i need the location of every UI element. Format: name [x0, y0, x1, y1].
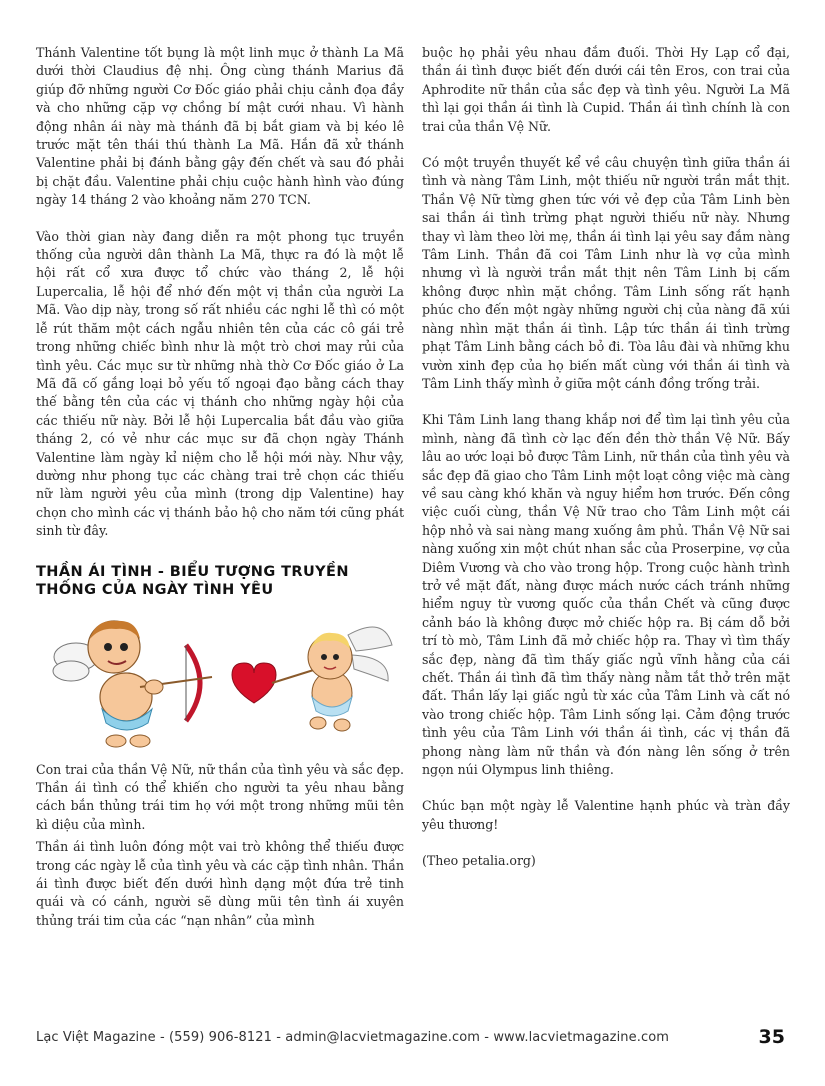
paragraph-cupid-role: Thần ái tình luôn đóng một vai trò không thể thiếu được trong các ngày lễ của tình yêu và các cặp tình nhân. Thần ái tình được biết đến dưới hình dạng một đứa trẻ tinh quái và có cánh, người sẽ dùng mũi tên tình ái xuyên thủng trái tim của các “nạn nhân” của mình: [36, 839, 404, 928]
footer-contact-info: Lạc Việt Magazine - (559) 906-8121 - admin@lacvietmagazine.com - www.lacvietmagazine.com: [36, 1029, 670, 1045]
cupid-illustration: [36, 605, 404, 755]
cupid-heart-figure: [232, 627, 392, 731]
paragraph-valentine-saint: Thánh Valentine tốt bụng là một linh mục ở thành La Mã dưới thời Claudius đệ nhị. Ông cùng thánh Marius đã giúp đỡ những người Cơ Đốc giáo phải chịu cảnh đọa đầy và cho những cặp vợ chồng bí mật cưới nhau. Vì hành động nhân ái này mà thánh đã bị bắt giam và bị kéo lê trước mặt tên thái thú thành La Mã. Hắn đã xử thánh Valentine phải bị đánh bằng gậy đến chết và sau đó phải bị chặt đầu. Valentine phải chịu cuộc hành hình vào đúng ngày 14 tháng 2 vào khoảng năm 270 TCN.: [36, 45, 404, 208]
paragraph-source: (Theo petalia.org): [422, 853, 536, 869]
paragraph-cupid-intro: Con trai của thần Vệ Nữ, nữ thần của tình yêu và sắc đẹp. Thần ái tình có thể khiến cho người ta yêu nhau bằng cách bắn thủng trái tim họ với một trong những mũi tên kì diệu của mình.: [36, 761, 404, 832]
section-heading: THẦN ÁI TÌNH - BIỂU TƯỢNG TRUYỀN THỐNG CỦA NGÀY TÌNH YÊU: [36, 563, 349, 598]
right-column: [422, 44, 790, 871]
cupid-archer-figure: [53, 620, 212, 746]
paragraph-greeting: Chúc bạn một ngày lễ Valentine hạnh phúc và tràn đầy yêu thương!: [422, 798, 790, 832]
paragraph-psyche-legend: Có một truyền thuyết kể về câu chuyện tình giữa thần ái tình và nàng Tâm Linh, một thiếu nữ người trần mắt thịt. Thần Vệ Nữ từng ghen tức với vẻ đẹp của Tâm Linh bèn sai thần ái tình trừng phạt người thiếu nữ này. Nhưng thay vì làm theo lời mẹ, thần ái tình lại yêu say đắm nàng Tâm Linh. Thần đã coi Tâm Linh như là vợ của mình nhưng vì là người trần mắt thịt nên Tâm Linh bị cấm không được nhìn mặt chồng. Tâm Linh sống rất hạnh phúc cho đến một ngày những người chị của nàng đã xúi nàng nhìn mặt thần ái tình. Lập tức thần ái tình trừng phạt Tâm Linh bằng cách bỏ đi. Tòa lâu đài và những khu vườn xinh đẹp của họ biến mất cùng với thần ái tình và Tâm Linh thấy mình ở giữa một cánh đồng trống trải.: [422, 155, 790, 391]
page-footer: [36, 1026, 785, 1048]
paragraph-lupercalia: Vào thời gian này đang diễn ra một phong tục truyền thống của người dân thành La Mã, thực ra đó là một lễ hội rất cổ xưa được tổ chức vào tháng 2, lễ hội Lupercalia, lễ hội để nhớ đến một vị thần của người La Mã. Vào dịp này, trong số rất nhiều các nghi lễ thì có một lễ rút thăm một cách ngẫu nhiên tên của các cô gái trẻ trong những chiếc bình như là một trò chơi may rủi của tình yêu. Các mục sư từ những nhà thờ Cơ Đốc giáo ở La Mã đã cố gắng loại bỏ yếu tố ngoại đạo bằng cách thay thế bằng tên của các vị thánh cho những ngày hội của các thiếu nữ này. Bởi lễ hội Lupercalia bắt đầu vào giữa tháng 2, có vẻ như các mục sư đã chọn ngày Thánh Valentine làm ngày kỉ niệm cho lễ hội mới này. Như vậy, dường như phong tục các chàng trai trẻ chọn các thiếu nữ làm người yêu của mình (trong dịp Valentine) hay chọn cho mình các vị thánh bảo hộ cho năm tới cũng phát sinh từ đây.: [36, 228, 404, 539]
paragraph-eros: buộc họ phải yêu nhau đắm đuối. Thời Hy Lạp cổ đại, thần ái tình được biết đến dưới cái tên Eros, con trai của Aphrodite nữ thần của sắc đẹp và tình yêu. Người La Mã thì lại gọi thần ái tình là Cupid. Thần ái tình chính là con trai của thần Vệ Nữ.: [422, 45, 790, 134]
cupid-image: [36, 605, 404, 755]
left-column: [36, 44, 404, 930]
page-number: 35: [758, 1026, 785, 1048]
paragraph-psyche-trials: Khi Tâm Linh lang thang khắp nơi để tìm lại tình yêu của mình, nàng đã tình cờ lạc đến đền thờ thần Vệ Nữ. Bấy lâu ao ước loại bỏ được Tâm Linh, nữ thần của tình yêu và sắc đẹp đã giao cho Tâm Linh một loạt công việc mà càng về sau càng khó khăn và nguy hiểm hơn trước. Đến công việc cuối cùng, thần Vệ Nữ trao cho Tâm Linh một cái hộp nhỏ và sai nàng mang xuống âm phủ. Thần Vệ Nữ sai nàng xuống xin một chút nhan sắc của Proserpine, vợ của Diêm Vương và cho vào trong hộp. Trong cuộc hành trình trở về mặt đất, nàng được mách nước cách tránh những hiểm nguy từ vương quốc của thần Chết và cũng được cảnh báo là không được mở chiếc hộp ra. Bị cám dỗ bởi trí tò mò, Tâm Linh đã mở chiếc hộp ra. Thay vì tìm thấy sắc đẹp, nàng đã tìm thấy giấc ngủ vĩnh hằng của cái chết. Thần ái tình đã tìm thấy nàng nằm tắt thở trên mặt đất. Thần lấy lại giấc ngủ từ xác của Tâm Linh và cất nó vào trong chiếc hộp. Tâm Linh sống lại. Cảm động trước tình yêu của Tâm Linh với thần ái tình, các vị thần đã phong nàng làm nữ thần và đón nàng lên sống ở trên ngọn núi Olympus linh thiêng.: [422, 412, 790, 778]
